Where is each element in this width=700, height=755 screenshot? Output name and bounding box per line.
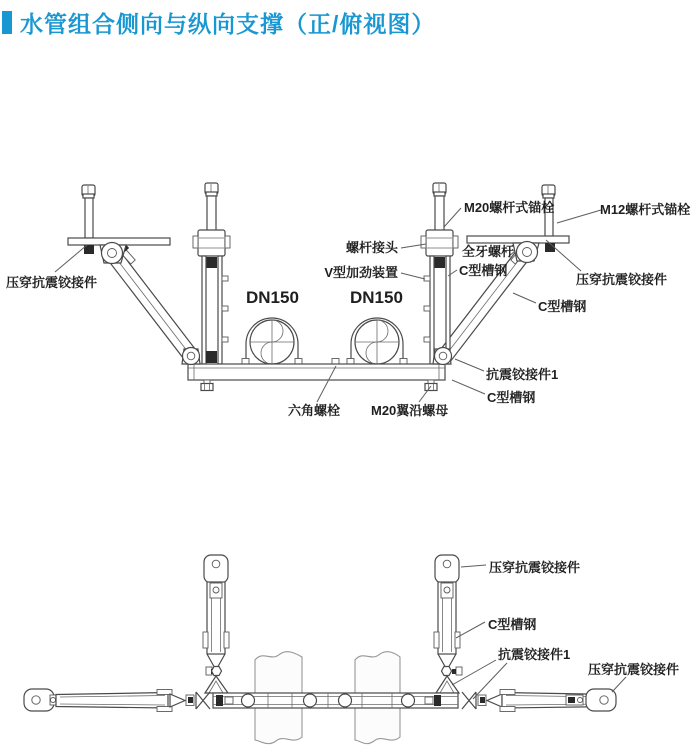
label-c-channel-hanger: C型槽钢 <box>459 263 508 278</box>
label-rod-joint: 螺杆接头 <box>345 240 398 255</box>
label-c-channel-brace: C型槽钢 <box>538 299 587 314</box>
label-m20-anchor: M20螺杆式锚栓 <box>464 200 555 215</box>
left-diagonal-brace <box>106 248 197 360</box>
anchor-bolt-shaft <box>85 198 93 238</box>
label-seismic-hinge-1: 抗震铰接件1 <box>486 367 559 382</box>
label-c-channel-beam: C型槽钢 <box>487 390 536 405</box>
pipe-section-1 <box>242 318 302 364</box>
anchor-bolt-shaft <box>435 196 444 232</box>
label-hex-bolt: 六角螺栓 <box>288 403 341 418</box>
channel-clip <box>332 359 339 365</box>
beam-right-hinge <box>433 348 452 365</box>
bolt-hole <box>339 694 352 707</box>
label-press-shear-hinge-right: 压穿抗震铰接件 <box>588 662 680 677</box>
plan-channel <box>213 693 458 708</box>
rod-joint-block <box>426 230 453 256</box>
bolt-hole <box>242 694 255 707</box>
label-pipe-size-1: DN150 <box>246 288 299 307</box>
beam-left-hinge <box>182 348 200 365</box>
label-c-channel: C型槽钢 <box>488 617 537 632</box>
page-title: 水管组合侧向与纵向支撑（正/俯视图） <box>20 11 436 37</box>
top-view-diagram <box>24 555 679 744</box>
rod-joint-block <box>198 230 225 256</box>
left-anchor-assembly <box>68 185 170 264</box>
c-channel-rail <box>202 256 206 364</box>
plan-left-arm <box>24 689 210 712</box>
bolt-hole <box>304 694 317 707</box>
anchor-bolt-shaft <box>207 196 216 232</box>
label-m12-anchor: M12螺杆式锚栓 <box>600 202 691 217</box>
plan-right-arm <box>462 689 616 712</box>
bolt-hole <box>402 694 415 707</box>
c-channel-rail <box>218 256 222 364</box>
plan-right-hanger <box>434 555 462 693</box>
horizontal-beam <box>188 364 445 380</box>
mount-plate <box>68 238 170 245</box>
label-full-thread-rod: 全牙螺杆 <box>462 244 515 259</box>
top-view-leaders <box>452 565 626 699</box>
plan-left-hanger <box>203 555 229 693</box>
mount-plate <box>467 236 569 243</box>
c-channel-rail <box>430 256 434 364</box>
label-press-shear-hinge-top: 压穿抗震铰接件 <box>489 560 581 575</box>
label-pipe-size-2: DN150 <box>350 288 403 307</box>
left-vertical-hanger <box>193 183 230 364</box>
label-m20-flange-nut: M20翼沿螺母 <box>371 403 449 418</box>
label-v-stiffener: V型加劲装置 <box>324 265 398 280</box>
hex-bolt-left <box>201 380 213 391</box>
label-press-shear-hinge-right: 压穿抗震铰接件 <box>576 272 668 287</box>
label-press-shear-hinge-left: 压穿抗震铰接件 <box>6 275 98 290</box>
pipe-section-2 <box>347 318 407 364</box>
label-seismic-hinge-1: 抗震铰接件1 <box>498 647 571 662</box>
flange-nut-right <box>425 380 437 391</box>
front-view-diagram <box>6 183 690 418</box>
